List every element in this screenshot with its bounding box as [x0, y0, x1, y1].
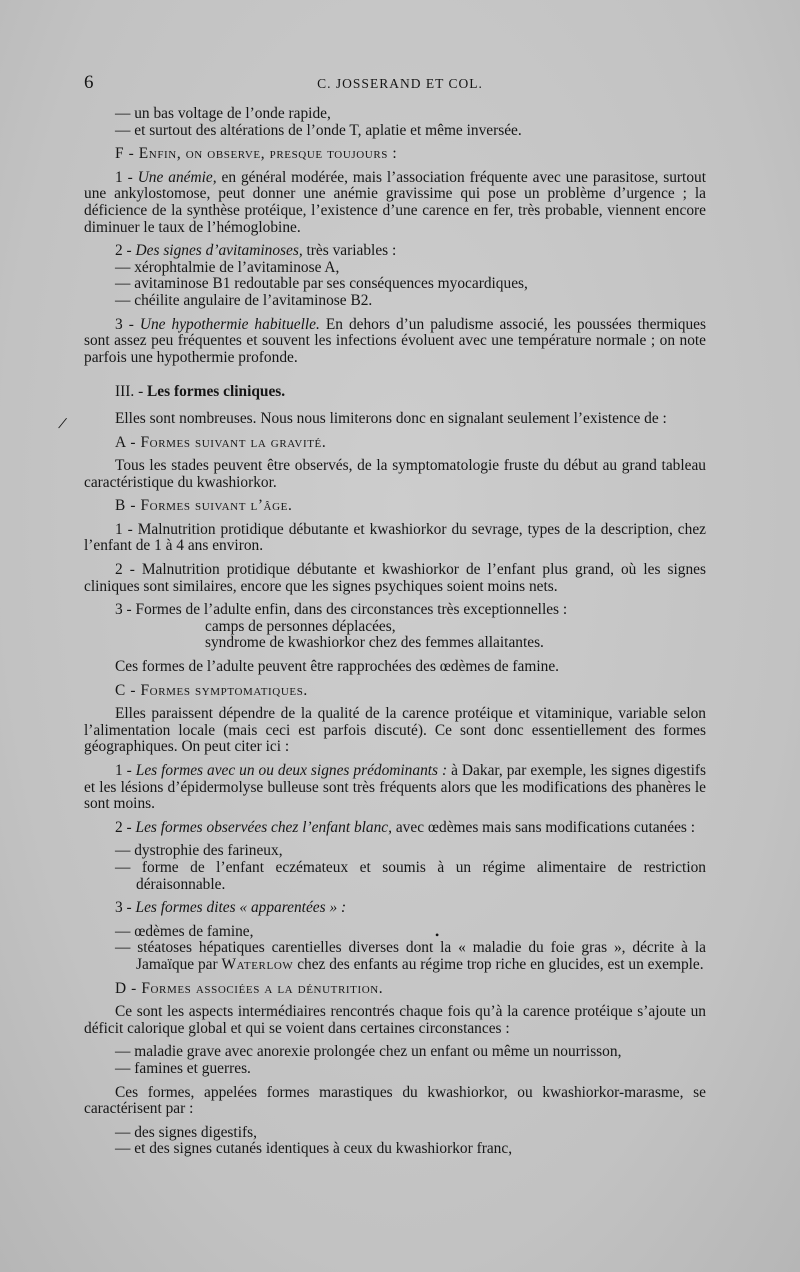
list-item: — et surtout des altérations de l’onde T, aplatie et même inversée. — [115, 121, 522, 139]
list-item: — famines et guerres. — [115, 1059, 251, 1077]
paragraph-c1: 1 - Les formes avec un ou deux signes prédominants : à Dakar, par exemple, les signes digestifs et les lésions d’épidermolyse bulleuse sont très fréquents alors que les modifications des phanères le sont moins. — [84, 762, 706, 813]
list-item: — maladie grave avec anorexie prolongée chez un enfant ou même un nourrisson, — [115, 1043, 622, 1061]
running-header — [84, 72, 706, 92]
page-number: 6 — [84, 72, 94, 93]
page-body — [84, 106, 706, 1158]
paragraph-b3: 3 - Formes de l’adulte enfin, dans des circonstances très exceptionnelles : — [115, 601, 568, 619]
subsection-heading-c: C - Formes symptomatiques. — [115, 681, 308, 699]
paragraph-c: Elles paraissent dépendre de la qualité de la carence protéique et vitaminique, variable selon l’alimentation locale (mais ceci est parfois discuté). Ce sont donc essentiellement des formes géographiques. On peut citer ici : — [84, 705, 706, 756]
paragraph-b2: 2 - Malnutrition protidique débutante et kwashiorkor de l’enfant plus grand, où les signes cliniques sont similaires, encore que les signes psychiques soient moins nets. — [84, 561, 706, 595]
list-item: — xérophtalmie de l’avitaminose A, — [115, 258, 340, 276]
list-item: syndrome de kwashiorkor chez des femmes allaitantes. — [205, 634, 544, 652]
paragraph-b-end: Ces formes de l’adulte peuvent être rapprochées des œdèmes de famine. — [115, 658, 560, 676]
subsection-heading-b: B - Formes suivant l’âge. — [115, 497, 293, 515]
list-item: — avitaminose B1 redoutable par ses conséquences myocardiques, — [115, 275, 528, 293]
list-item: — un bas voltage de l’onde rapide, — [115, 105, 331, 122]
paragraph-c3: 3 - Les formes dites « apparentées » : — [115, 899, 347, 917]
list-item: — chéilite angulaire de l’avitaminose B2. — [115, 291, 373, 309]
paragraph-d-end: Ces formes, appelées formes marastiques du kwashiorkor, ou kwashiorkor-marasme, se caractérisent par : — [84, 1083, 706, 1118]
list-item: — des signes digestifs, — [115, 1123, 257, 1141]
paragraph-anemie: 1 - Une anémie, en général modérée, mais l’association fréquente avec une parasitose, surtout une ankylostomose, peut donner une anémie gravissime qui pose un problème d’urgence ; la déficience de la synthèse protéique, l’existence d’une carence en fer, très probable, viennent encore diminuer le taux de l’hémoglobine. — [84, 168, 706, 236]
pencil-mark-icon: / — [56, 412, 69, 434]
section-heading-f: F - Enfin, on observe, presque toujours : — [115, 145, 398, 163]
paragraph-b1: 1 - Malnutrition protidique débutante et kwashiorkor du sevrage, types de la description, chez l’enfant de 1 à 4 ans environ. — [84, 520, 706, 555]
list-item: — œdèmes de famine, — [115, 922, 254, 940]
paragraph-d: Ce sont les aspects intermédiaires rencontrés chaque fois qu’à la carence protéique s’ajoute un déficit calorique global et qui se voient dans certaines circonstances : — [84, 1003, 706, 1037]
paragraph-a: Tous les stades peuvent être observés, de la symptomatologie fruste du début au grand tableau caractéristique du kwashiorkor. — [84, 457, 706, 491]
subsection-heading-a: A - Formes suivant la gravité. — [115, 433, 327, 451]
paragraph-hypothermie: 3 - Une hypothermie habituelle. En dehors d’un paludisme associé, les poussées thermiques sont assez peu fréquentes et souvent les infections évoluent avec une température normale ; on note parfois une hypothermie profonde. — [84, 315, 706, 366]
running-title: C. JOSSERAND ET COL. — [317, 76, 483, 91]
list-item: — forme de l’enfant eczémateux et soumis à un régime alimentaire de restriction déraisonnable. — [115, 858, 706, 893]
subsection-heading-d: D - Formes associées a la dénutrition. — [115, 979, 384, 997]
list-item: — dystrophie des farineux, — [115, 842, 283, 860]
paragraph-avitaminoses: 2 - Des signes d’avitaminoses, très variables : — [115, 242, 397, 260]
list-item: camps de personnes déplacées, — [205, 617, 396, 635]
paragraph-intro: Elles sont nombreuses. Nous nous limiterons donc en signalant seulement l’existence de : — [115, 409, 667, 427]
list-item: — stéatoses hépatiques carentielles diverses dont la « maladie du foie gras », décrite à la Jamaïque par Waterlow chez des enfants au régime trop riche en glucides, est un exemple. — [115, 939, 706, 973]
paragraph-c2: 2 - Les formes observées chez l’enfant blanc, avec œdèmes mais sans modifications cutanées : — [115, 818, 696, 836]
list-item: — et des signes cutanés identiques à ceux du kwashiorkor franc, — [115, 1140, 513, 1158]
section-heading-iii: III. - Les formes cliniques. — [115, 383, 286, 401]
ink-dot-icon: • — [435, 928, 440, 942]
